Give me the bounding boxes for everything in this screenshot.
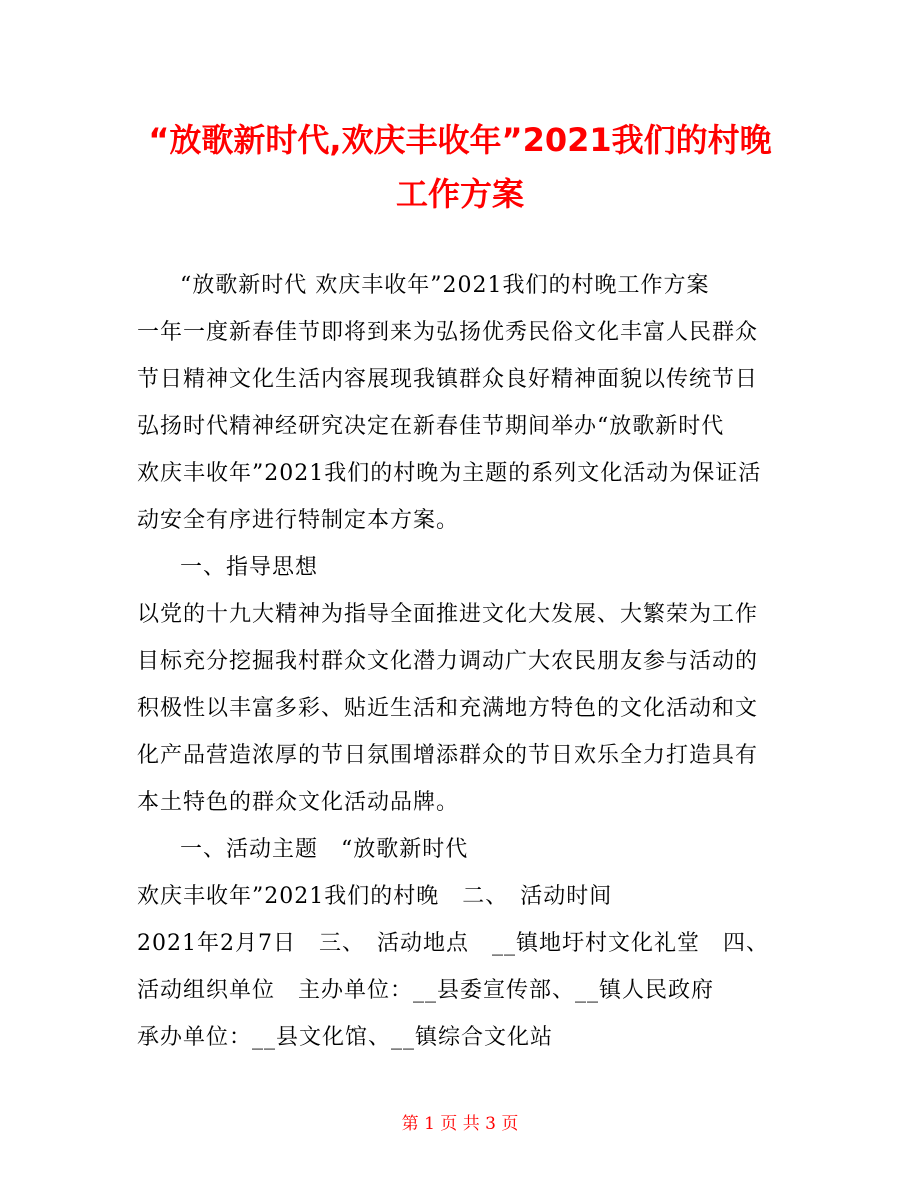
- document-title-line-1: “放歌新时代,欢庆丰收年”2021我们的村晚: [148, 121, 772, 159]
- body-line: 2021年2月7日 三、 活动地点 __镇地圩村文化礼堂 四、: [137, 931, 769, 956]
- body-line: 目标充分挖掘我村群众文化潜力调动广大农民朋友参与活动的: [137, 649, 759, 674]
- page-number-footer: 第 1 页 共 3 页: [401, 1114, 519, 1134]
- body-line: 化产品营造浓厚的节日氛围增添群众的节日欢乐全力打造具有: [137, 743, 759, 768]
- body-line: 欢庆丰收年”2021我们的村晚 二、 活动时间: [137, 884, 613, 909]
- section-heading: 一、活动主题 “放歌新时代: [180, 837, 469, 862]
- body-line: 节日精神文化生活内容展现我镇群众良好精神面貌以传统节日: [137, 367, 759, 392]
- body-line: 活动组织单位 主办单位：__县委宣传部、__镇人民政府: [137, 978, 715, 1003]
- body-line: 承办单位：__县文化馆、__镇综合文化站: [137, 1025, 554, 1050]
- document-title-line-2: 工作方案: [395, 175, 524, 213]
- body-line: 一年一度新春佳节即将到来为弘扬优秀民俗文化丰富人民群众: [137, 320, 759, 345]
- body-line: 积极性以丰富多彩、贴近生活和充满地方特色的文化活动和文: [137, 696, 759, 721]
- body-line: 以党的十九大精神为指导全面推进文化大发展、大繁荣为工作: [137, 602, 759, 627]
- body-line: 欢庆丰收年”2021我们的村晚为主题的系列文化活动为保证活: [137, 461, 762, 486]
- section-heading: 一、指导思想: [180, 555, 319, 580]
- body-line: 弘扬时代精神经研究决定在新春佳节期间举办“放歌新时代: [137, 414, 725, 439]
- body-line: 动安全有序进行特制定本方案。: [137, 508, 460, 533]
- body-line: 本土特色的群众文化活动品牌。: [137, 790, 460, 815]
- body-line: “放歌新时代 欢庆丰收年”2021我们的村晚工作方案: [180, 273, 710, 298]
